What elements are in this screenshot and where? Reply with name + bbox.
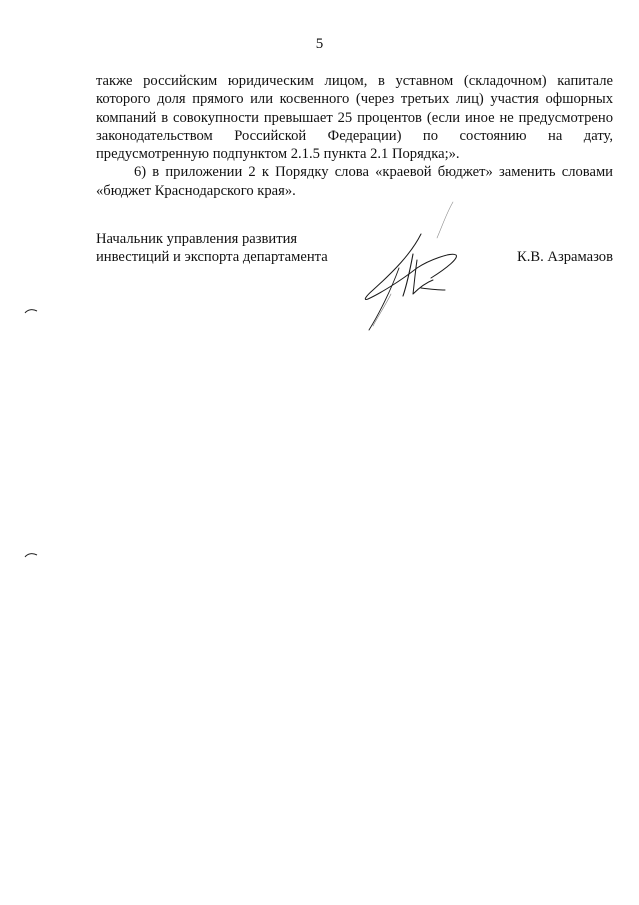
signatory-name: К.В. Азрамазов xyxy=(517,249,613,265)
body-text xyxy=(96,72,613,200)
handwritten-signature xyxy=(355,198,465,338)
margin-mark xyxy=(24,552,38,558)
signatory-title-line-2: инвестиций и экспорта департамента xyxy=(96,249,328,266)
paragraph-continuation: также российским юридическим лицом, в уставном (складочном) капитале которого доля прямого или косвенного (через третьих лиц) участия офшорных компаний в совокупности превышает 25 процентов (если иное не предусмотрено законодательством Российской Федерации) по состоянию на дату, предусмотренную подпунктом 2.1.5 пункта 2.1 Порядка;». xyxy=(96,73,613,163)
paragraph-item-6: 6) в приложении 2 к Порядку слова «краевой бюджет» заменить словами «бюджет Краснодарского края». xyxy=(96,164,613,199)
margin-mark xyxy=(24,308,38,314)
signatory-title-line-1: Начальник управления развития xyxy=(96,231,298,247)
page-number: 5 xyxy=(315,36,324,52)
